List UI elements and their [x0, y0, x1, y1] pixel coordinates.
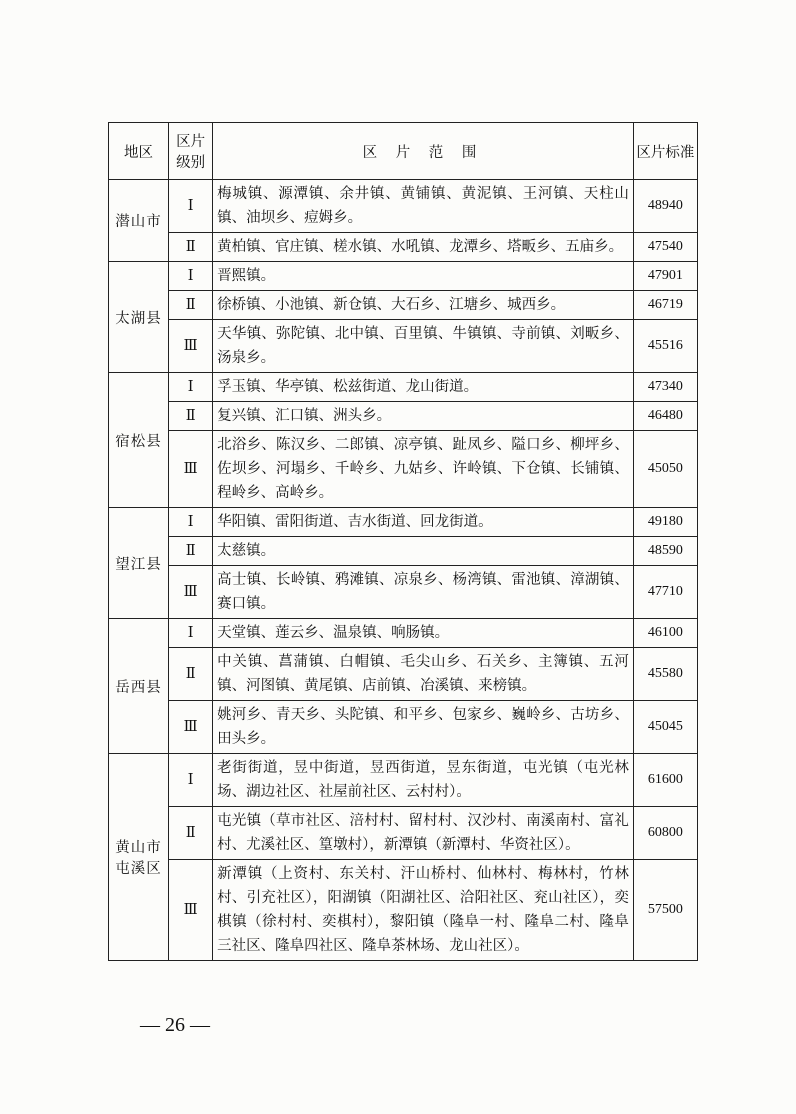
header-range: 区 片 范 围	[213, 123, 634, 180]
range-cell: 姚河乡、青天乡、头陀镇、和平乡、包家乡、巍岭乡、古坊乡、田头乡。	[213, 701, 634, 754]
level-cell: Ⅰ	[169, 262, 213, 291]
table-row	[109, 233, 698, 262]
range-cell: 天堂镇、莲云乡、温泉镇、响肠镇。	[213, 619, 634, 648]
range-cell: 晋熙镇。	[213, 262, 634, 291]
range-cell: 太慈镇。	[213, 537, 634, 566]
standard-cell: 48940	[633, 180, 697, 233]
table-row	[109, 566, 698, 619]
level-cell: Ⅱ	[169, 537, 213, 566]
standard-cell: 49180	[633, 508, 697, 537]
table-row	[109, 648, 698, 701]
level-cell: Ⅰ	[169, 754, 213, 807]
header-standard: 区片标准	[633, 123, 697, 180]
level-cell: Ⅲ	[169, 431, 213, 508]
header-level: 区片级别	[169, 123, 213, 180]
standard-cell: 45050	[633, 431, 697, 508]
standard-cell: 47540	[633, 233, 697, 262]
range-cell: 孚玉镇、华亭镇、松兹街道、龙山街道。	[213, 373, 634, 402]
range-cell: 北浴乡、陈汉乡、二郎镇、凉亭镇、趾凤乡、隘口乡、柳坪乡、佐坝乡、河塌乡、千岭乡、九姑乡、许岭镇、下仓镇、长铺镇、程岭乡、高岭乡。	[213, 431, 634, 508]
level-cell: Ⅲ	[169, 701, 213, 754]
region-name: 黄山市屯溪区	[109, 754, 169, 961]
range-cell: 华阳镇、雷阳街道、吉水街道、回龙街道。	[213, 508, 634, 537]
table-row	[109, 291, 698, 320]
standard-cell: 46719	[633, 291, 697, 320]
region-name: 宿松县	[109, 373, 169, 508]
standard-cell: 60800	[633, 807, 697, 860]
range-cell: 天华镇、弥陀镇、北中镇、百里镇、牛镇镇、寺前镇、刘畈乡、汤泉乡。	[213, 320, 634, 373]
range-cell: 高士镇、长岭镇、鸦滩镇、凉泉乡、杨湾镇、雷池镇、漳湖镇、赛口镇。	[213, 566, 634, 619]
standard-cell: 61600	[633, 754, 697, 807]
standard-cell: 47710	[633, 566, 697, 619]
level-cell: Ⅱ	[169, 233, 213, 262]
table-row	[109, 701, 698, 754]
level-cell: Ⅰ	[169, 373, 213, 402]
level-cell: Ⅱ	[169, 402, 213, 431]
table-header-row	[109, 123, 698, 180]
table-row	[109, 320, 698, 373]
standard-cell: 45580	[633, 648, 697, 701]
table-row	[109, 180, 698, 233]
range-cell: 屯光镇（草市社区、涪村村、留村村、汉沙村、南溪南村、富礼村、尤溪社区、篁墩村），新潭镇（新潭村、华资社区）。	[213, 807, 634, 860]
page-number: — 26 —	[140, 1014, 210, 1036]
table-row	[109, 537, 698, 566]
region-name: 岳西县	[109, 619, 169, 754]
table-row	[109, 508, 698, 537]
range-cell: 徐桥镇、小池镇、新仓镇、大石乡、江塘乡、城西乡。	[213, 291, 634, 320]
level-cell: Ⅱ	[169, 807, 213, 860]
table-row	[109, 807, 698, 860]
standard-cell: 48590	[633, 537, 697, 566]
standard-cell: 57500	[633, 860, 697, 961]
table-row	[109, 431, 698, 508]
range-cell: 老街街道，昱中街道，昱西街道，昱东街道，屯光镇（屯光林场、湖边社区、社屋前社区、云村村）。	[213, 754, 634, 807]
land-price-table	[108, 122, 698, 961]
region-name: 太湖县	[109, 262, 169, 373]
standard-cell: 47901	[633, 262, 697, 291]
region-name: 望江县	[109, 508, 169, 619]
standard-cell: 45516	[633, 320, 697, 373]
table-row	[109, 754, 698, 807]
range-cell: 中关镇、菖蒲镇、白帽镇、毛尖山乡、石关乡、主簿镇、五河镇、河图镇、黄尾镇、店前镇、冶溪镇、来榜镇。	[213, 648, 634, 701]
level-cell: Ⅱ	[169, 291, 213, 320]
level-cell: Ⅰ	[169, 619, 213, 648]
range-cell: 复兴镇、汇口镇、洲头乡。	[213, 402, 634, 431]
standard-cell: 45045	[633, 701, 697, 754]
table-row	[109, 262, 698, 291]
header-region: 地区	[109, 123, 169, 180]
level-cell: Ⅰ	[169, 180, 213, 233]
level-cell: Ⅲ	[169, 860, 213, 961]
table-row	[109, 619, 698, 648]
standard-cell: 47340	[633, 373, 697, 402]
table-row	[109, 402, 698, 431]
range-cell: 新潭镇（上资村、东关村、汗山桥村、仙林村、梅林村，竹林村、引充社区），阳湖镇（阳湖社区、洽阳社区、兖山社区），奕棋镇（徐村村、奕棋村），黎阳镇（隆阜一村、隆阜二村、隆阜三社区、隆阜四社区、隆阜茶林场、龙山社区）。	[213, 860, 634, 961]
level-cell: Ⅰ	[169, 508, 213, 537]
level-cell: Ⅱ	[169, 648, 213, 701]
range-cell: 梅城镇、源潭镇、余井镇、黄铺镇、黄泥镇、王河镇、天柱山镇、油坝乡、痘姆乡。	[213, 180, 634, 233]
level-cell: Ⅲ	[169, 320, 213, 373]
table-row	[109, 860, 698, 961]
table-row	[109, 373, 698, 402]
range-cell: 黄柏镇、官庄镇、槎水镇、水吼镇、龙潭乡、塔畈乡、五庙乡。	[213, 233, 634, 262]
region-name: 潜山市	[109, 180, 169, 262]
standard-cell: 46100	[633, 619, 697, 648]
standard-cell: 46480	[633, 402, 697, 431]
level-cell: Ⅲ	[169, 566, 213, 619]
